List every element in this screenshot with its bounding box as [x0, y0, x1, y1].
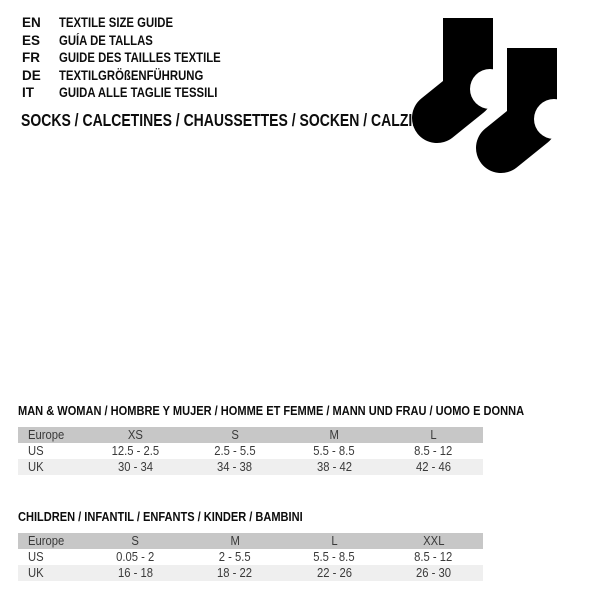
table-row-uk: [18, 459, 483, 475]
size-cell: 18 - 22: [217, 566, 253, 580]
size-cell: 5.5 - 8.5: [313, 550, 355, 564]
language-row-de: [22, 68, 252, 86]
language-label: GUÍA DE TALLAS: [59, 32, 153, 48]
sock-heel-cutout: [470, 69, 510, 109]
size-cell: 12.5 - 2.5: [111, 444, 160, 458]
size-cell: 16 - 18: [118, 566, 154, 580]
language-row-es: [22, 33, 252, 51]
language-label: TEXTILE SIZE GUIDE: [59, 15, 174, 30]
size-cell: 30 - 34: [118, 460, 154, 474]
table-header-cell: L: [430, 428, 437, 442]
table-header-cell: S: [131, 534, 140, 548]
table-header-row: [18, 533, 483, 549]
sock-icon-right: [501, 48, 570, 148]
table-header-row: [18, 427, 483, 443]
size-cell: 26 - 30: [415, 566, 451, 580]
size-cell: 34 - 38: [217, 460, 253, 474]
size-cell: 8.5 - 12: [414, 550, 453, 564]
size-cell: 0.05 - 2: [116, 550, 155, 564]
language-code: IT: [22, 85, 34, 100]
size-cell: 8.5 - 12: [414, 444, 453, 458]
size-cell: 5.5 - 8.5: [313, 444, 355, 458]
size-table-children: [18, 533, 483, 581]
language-label: TEXTILGRÖßENFÜHRUNG: [59, 67, 204, 83]
size-cell: 2 - 5.5: [218, 550, 251, 564]
language-row-it: [22, 85, 252, 103]
region-cell: UK: [28, 566, 44, 580]
table-header-cell: Europe: [28, 428, 65, 442]
table-header-cell: S: [231, 428, 239, 442]
language-label: GUIDE DES TAILLES TEXTILE: [59, 50, 221, 65]
size-cell: 38 - 42: [316, 460, 352, 474]
table-row-uk: [18, 565, 483, 581]
table-row-us: [18, 443, 483, 459]
language-row-fr: [22, 50, 252, 68]
table-header-cell: M: [230, 534, 240, 548]
size-cell: 2.5 - 5.5: [214, 444, 256, 458]
language-code: EN: [22, 15, 41, 30]
table-header-cell: L: [330, 534, 338, 548]
region-cell: US: [28, 550, 44, 564]
language-code: ES: [22, 32, 41, 48]
size-table-section-adults: [18, 403, 525, 475]
size-cell: 22 - 26: [316, 566, 352, 580]
table-header-cell: M: [329, 428, 339, 442]
table-header-cell: XS: [128, 428, 144, 442]
region-cell: US: [28, 444, 44, 458]
table-header-cell: XXL: [422, 534, 445, 548]
language-list: [22, 15, 252, 103]
language-label: GUIDA ALLE TAGLIE TESSILI: [59, 85, 218, 100]
language-code: FR: [22, 50, 40, 65]
size-table-adults: [18, 427, 483, 475]
table-title-children: CHILDREN / INFANTIL / ENFANTS / KINDER / BAMBINI: [18, 509, 303, 524]
language-row-en: [22, 15, 252, 33]
sock-icon-left: [437, 18, 510, 118]
size-cell: 42 - 46: [415, 460, 451, 474]
language-code: DE: [22, 67, 41, 83]
region-cell: UK: [28, 460, 44, 474]
table-row-us: [18, 549, 483, 565]
category-title: SOCKS / CALCETINES / CHAUSSETTES / SOCKEN / CALZINI: [21, 110, 427, 130]
table-title-adults: MAN & WOMAN / HOMBRE Y MUJER / HOMME ET FEMME / MANN UND FRAU / UOMO E DONNA: [18, 403, 525, 418]
table-header-cell: Europe: [28, 534, 65, 548]
socks-icon: [405, 5, 570, 180]
size-table-section-children: [18, 509, 483, 581]
